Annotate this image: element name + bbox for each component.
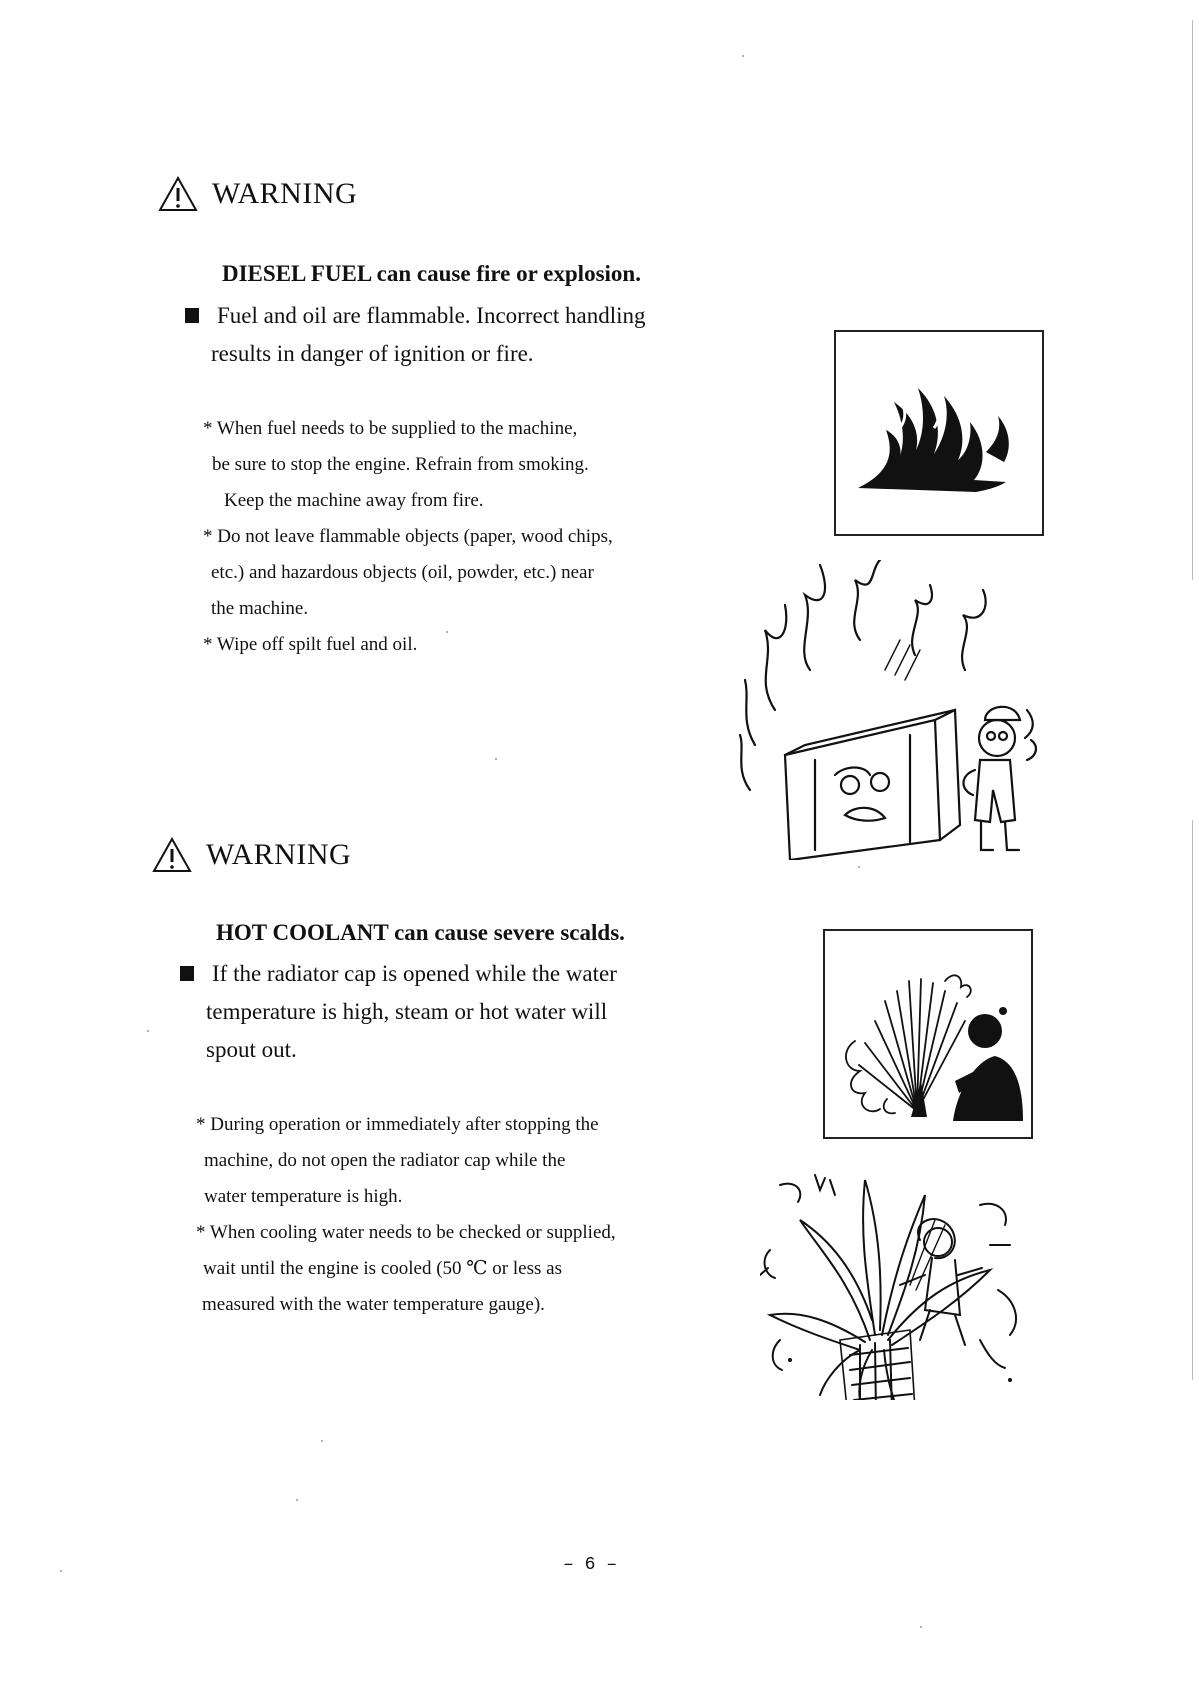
warning-triangle-icon: [158, 176, 198, 212]
note-line: water temperature is high.: [204, 1186, 403, 1207]
precaution-notes: [196, 1107, 616, 1323]
note-line: the machine.: [211, 598, 309, 619]
note-line: Keep the machine away from fire.: [224, 490, 484, 511]
lead-line: results in danger of ignition or fire.: [211, 341, 534, 366]
note-line: measured with the water temperature gauge).: [202, 1294, 545, 1315]
note-line: * Do not leave flammable objects (paper, wood chips,: [203, 526, 613, 547]
hot-steam-pictogram-frame: [823, 929, 1033, 1139]
page-number: – 6 –: [563, 1555, 618, 1575]
hazard-subheading: DIESEL FUEL can cause fire or explosion.: [222, 261, 641, 286]
note-line: be sure to stop the engine. Refrain from smoking.: [212, 454, 589, 475]
hazard-lead-text: [211, 297, 646, 373]
note-line: * Wipe off spilt fuel and oil.: [203, 634, 418, 655]
hot-steam-pictogram-icon: [825, 931, 1031, 1137]
hazard-lead-text: [206, 955, 617, 1069]
bullet-square-icon: [185, 308, 199, 323]
note-line: wait until the engine is cooled (50 ℃ or less as: [203, 1258, 562, 1279]
bullet-square-icon: [180, 966, 194, 981]
note-line: * During operation or immediately after stopping the: [196, 1114, 599, 1135]
lead-line: If the radiator cap is opened while the water: [212, 961, 617, 986]
warning-heading-coolant: [152, 837, 351, 873]
note-line: * When fuel needs to be supplied to the machine,: [203, 418, 578, 439]
flame-pictogram-icon: [836, 332, 1042, 534]
lead-line: Fuel and oil are flammable. Incorrect handling: [217, 303, 646, 328]
precaution-notes: [203, 411, 613, 663]
lead-line: spout out.: [206, 1037, 297, 1062]
flame-pictogram-frame: [834, 330, 1044, 536]
lead-line: temperature is high, steam or hot water will: [206, 999, 608, 1024]
warning-triangle-icon: [152, 837, 192, 873]
note-line: * When cooling water needs to be checked or supplied,: [196, 1222, 616, 1243]
note-line: machine, do not open the radiator cap while the: [204, 1150, 566, 1171]
note-line: etc.) and hazardous objects (oil, powder, etc.) near: [211, 562, 594, 583]
radiator-spray-illustration: [760, 1150, 1030, 1400]
warning-heading-text: WARNING: [206, 838, 352, 871]
burning-machine-illustration: [735, 560, 1040, 860]
warning-heading-fuel: [158, 176, 357, 212]
warning-heading-text: WARNING: [212, 177, 358, 210]
hazard-subheading: HOT COOLANT can cause severe scalds.: [216, 920, 625, 945]
